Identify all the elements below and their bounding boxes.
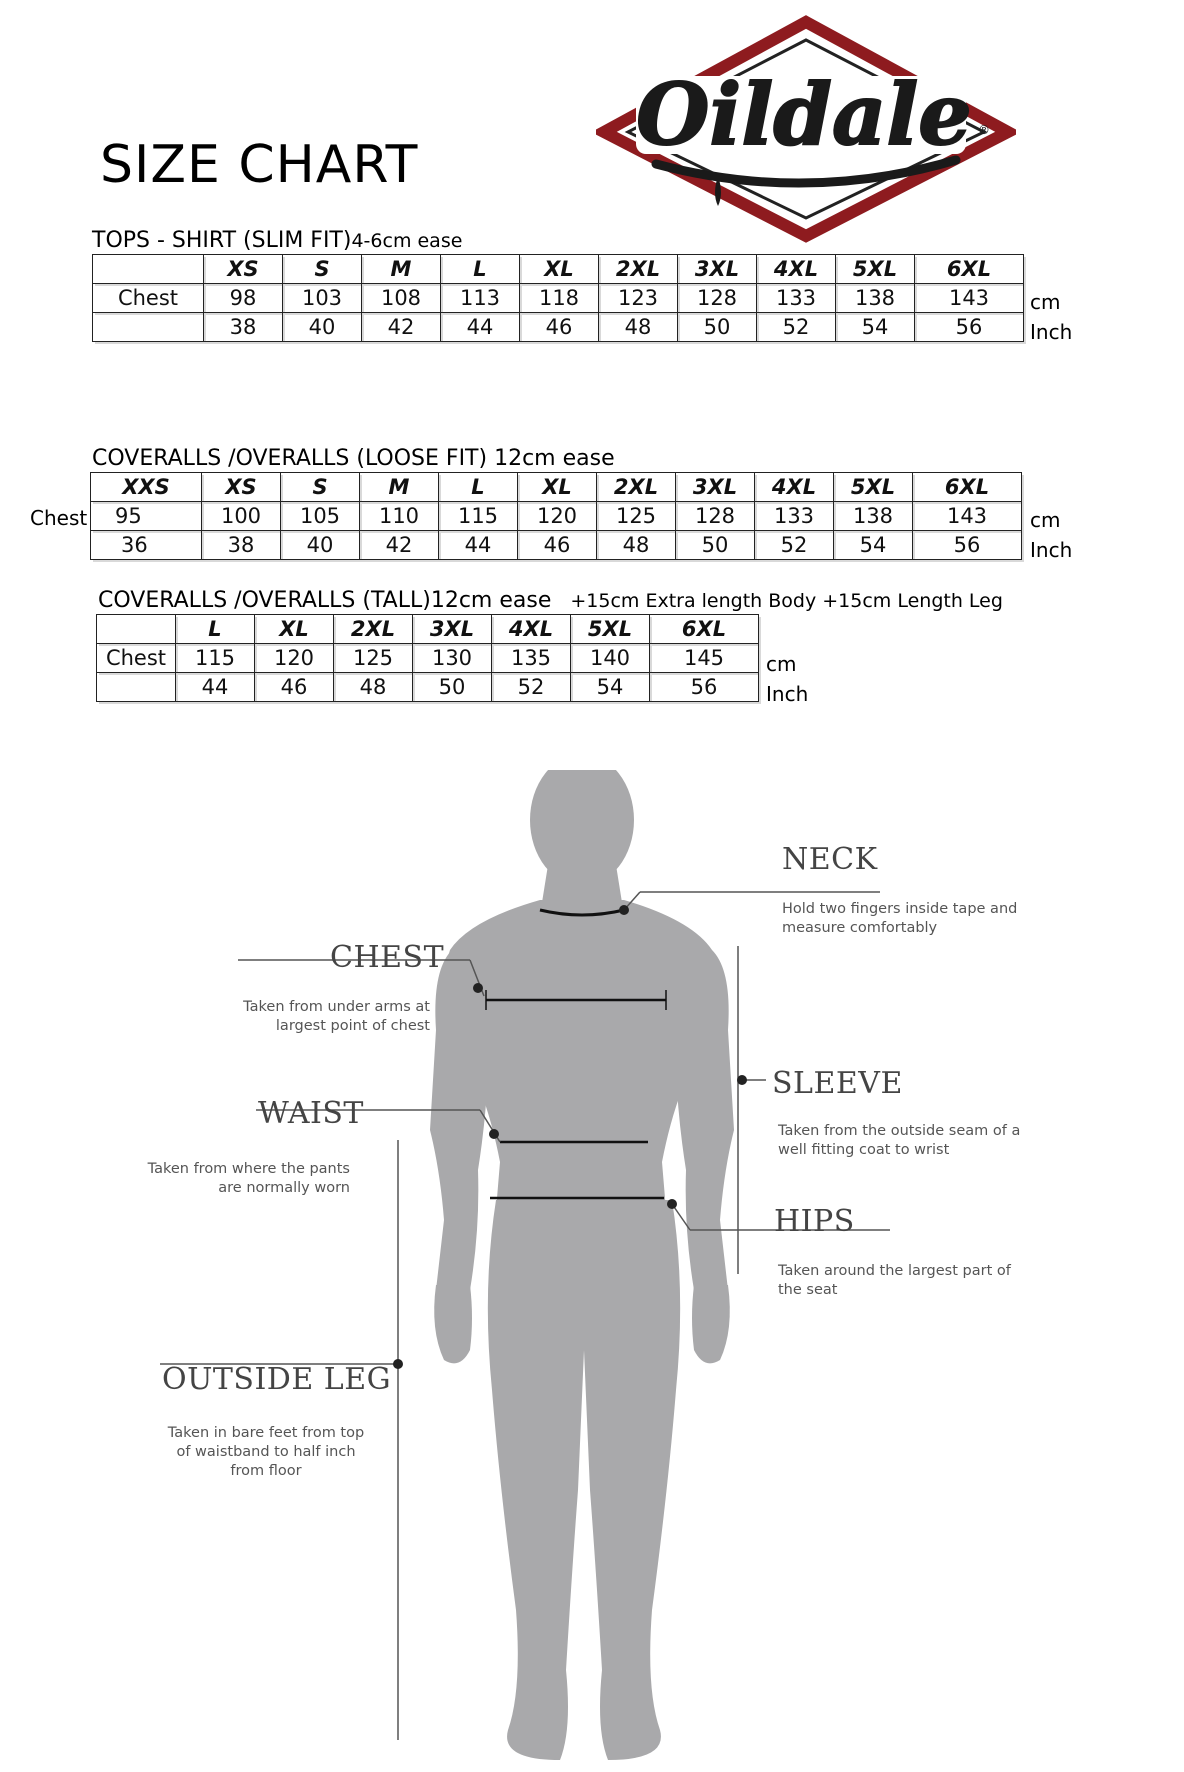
inch-value: 44: [176, 673, 255, 702]
cm-value: 140: [571, 644, 650, 673]
table-row: [93, 284, 1024, 313]
unit-cm: cm: [1030, 290, 1061, 314]
size-header: S: [283, 255, 362, 284]
cm-value: 103: [283, 284, 362, 313]
cm-value: 128: [676, 502, 755, 531]
cm-value: 138: [836, 284, 915, 313]
inch-value: 48: [599, 313, 678, 342]
table-row: [93, 313, 1024, 342]
size-header: 2XL: [597, 473, 676, 502]
inch-value: 52: [492, 673, 571, 702]
row-label: Chest: [97, 644, 176, 673]
size-header: L: [176, 615, 255, 644]
tops-size-table: [92, 254, 1024, 342]
inch-value: 38: [204, 313, 283, 342]
inch-value: 42: [360, 531, 439, 560]
cm-value: 115: [439, 502, 518, 531]
hips-label: HIPS: [774, 1204, 855, 1239]
table-row: [97, 644, 759, 673]
size-header: 3XL: [413, 615, 492, 644]
cm-value: 133: [755, 502, 834, 531]
coveralls-heading: COVERALLS /OVERALLS (LOOSE FIT) 12cm ease: [92, 446, 615, 471]
oildale-logo: [596, 14, 1016, 244]
size-header: 6XL: [913, 473, 1022, 502]
size-header: 5XL: [834, 473, 913, 502]
page-title: SIZE CHART: [100, 135, 419, 195]
inch-value: 50: [413, 673, 492, 702]
inch-value: 36: [91, 531, 202, 560]
table-row: [91, 473, 1022, 502]
inch-value: 56: [913, 531, 1022, 560]
size-header: 6XL: [650, 615, 759, 644]
outside-leg-label: OUTSIDE LEG: [162, 1362, 392, 1397]
size-header: 5XL: [571, 615, 650, 644]
cm-value: 125: [597, 502, 676, 531]
size-header: 3XL: [678, 255, 757, 284]
cm-value: 138: [834, 502, 913, 531]
neck-label: NECK: [782, 842, 878, 877]
inch-value: 50: [676, 531, 755, 560]
size-header: 6XL: [915, 255, 1024, 284]
inch-value: 54: [836, 313, 915, 342]
cm-value: 120: [255, 644, 334, 673]
row-label: Chest: [30, 506, 88, 530]
table-row: [91, 531, 1022, 560]
cm-value: 108: [362, 284, 441, 313]
cm-value: 95: [91, 502, 202, 531]
coveralls-size-table: [90, 472, 1022, 560]
cm-value: 120: [518, 502, 597, 531]
human-silhouette: [430, 770, 734, 1760]
size-header: XL: [255, 615, 334, 644]
cm-value: 123: [599, 284, 678, 313]
size-header: 5XL: [836, 255, 915, 284]
cm-value: 115: [176, 644, 255, 673]
size-header: 4XL: [757, 255, 836, 284]
table-row: [91, 502, 1022, 531]
cm-value: 143: [915, 284, 1024, 313]
inch-value: 38: [202, 531, 281, 560]
cm-value: 128: [678, 284, 757, 313]
table-cell: [93, 255, 204, 284]
size-header: M: [360, 473, 439, 502]
inch-value: 42: [362, 313, 441, 342]
cm-value: 135: [492, 644, 571, 673]
inch-value: 54: [571, 673, 650, 702]
size-header: 4XL: [755, 473, 834, 502]
inch-value: 46: [520, 313, 599, 342]
inch-value: 50: [678, 313, 757, 342]
inch-value: 40: [281, 531, 360, 560]
size-header: 4XL: [492, 615, 571, 644]
inch-value: 44: [441, 313, 520, 342]
sleeve-desc: Taken from the outside seam of a well fitting coat to wrist: [778, 1123, 1021, 1158]
inch-value: 46: [255, 673, 334, 702]
unit-inch: Inch: [1030, 320, 1073, 344]
size-header: 3XL: [676, 473, 755, 502]
inch-value: 48: [334, 673, 413, 702]
outside-leg-desc: Taken in bare feet from top of waistband to half inch from floor: [167, 1425, 365, 1479]
sleeve-label: SLEEVE: [772, 1066, 903, 1101]
table-row: [93, 255, 1024, 284]
unit-inch: Inch: [1030, 538, 1073, 562]
inch-value: 56: [650, 673, 759, 702]
size-header: XXS: [91, 473, 202, 502]
size-header: 2XL: [599, 255, 678, 284]
cm-value: 105: [281, 502, 360, 531]
size-header: 2XL: [334, 615, 413, 644]
cm-value: 133: [757, 284, 836, 313]
size-header: XL: [518, 473, 597, 502]
chest-label: CHEST: [330, 940, 445, 975]
cm-value: 118: [520, 284, 599, 313]
inch-value: 46: [518, 531, 597, 560]
inch-value: 40: [283, 313, 362, 342]
inch-value: 52: [755, 531, 834, 560]
inch-value: 56: [915, 313, 1024, 342]
table-row: [97, 673, 759, 702]
cm-value: 130: [413, 644, 492, 673]
cm-value: 110: [360, 502, 439, 531]
row-label: Chest: [93, 284, 204, 313]
unit-inch: Inch: [766, 682, 809, 706]
cm-value: 143: [913, 502, 1022, 531]
hips-desc: Taken around the largest part of the seat: [778, 1263, 1011, 1298]
size-header: S: [281, 473, 360, 502]
inch-value: 48: [597, 531, 676, 560]
tall-extra-note: +15cm Extra length Body +15cm Length Leg: [570, 590, 1003, 612]
size-header: XS: [202, 473, 281, 502]
size-header: XS: [204, 255, 283, 284]
cm-value: 100: [202, 502, 281, 531]
table-cell: [97, 673, 176, 702]
table-cell: [97, 615, 176, 644]
table-cell: [93, 313, 204, 342]
inch-value: 52: [757, 313, 836, 342]
logo-wordmark: Oildale: [636, 65, 972, 164]
waist-label: WAIST: [258, 1096, 364, 1131]
cm-value: 125: [334, 644, 413, 673]
inch-value: 54: [834, 531, 913, 560]
cm-value: 98: [204, 284, 283, 313]
tall-size-table: [96, 614, 759, 702]
tops-heading: TOPS - SHIRT (SLIM FIT)4-6cm ease: [92, 228, 463, 253]
unit-cm: cm: [766, 652, 797, 676]
size-header: XL: [520, 255, 599, 284]
unit-cm: cm: [1030, 508, 1061, 532]
waist-desc: Taken from where the pants are normally worn: [147, 1161, 350, 1196]
neck-desc: Hold two fingers inside tape and measure comfortably: [782, 901, 1018, 936]
tall-heading: COVERALLS /OVERALLS (TALL)12cm ease +15cm Extra length Body +15cm Length Leg: [98, 588, 1003, 613]
inch-value: 44: [439, 531, 518, 560]
size-header: L: [439, 473, 518, 502]
cm-value: 145: [650, 644, 759, 673]
size-header: M: [362, 255, 441, 284]
chest-desc: Taken from under arms at largest point of chest: [243, 999, 430, 1034]
cm-value: 113: [441, 284, 520, 313]
registered-mark: ®: [978, 123, 990, 137]
size-header: L: [441, 255, 520, 284]
table-row: [97, 615, 759, 644]
